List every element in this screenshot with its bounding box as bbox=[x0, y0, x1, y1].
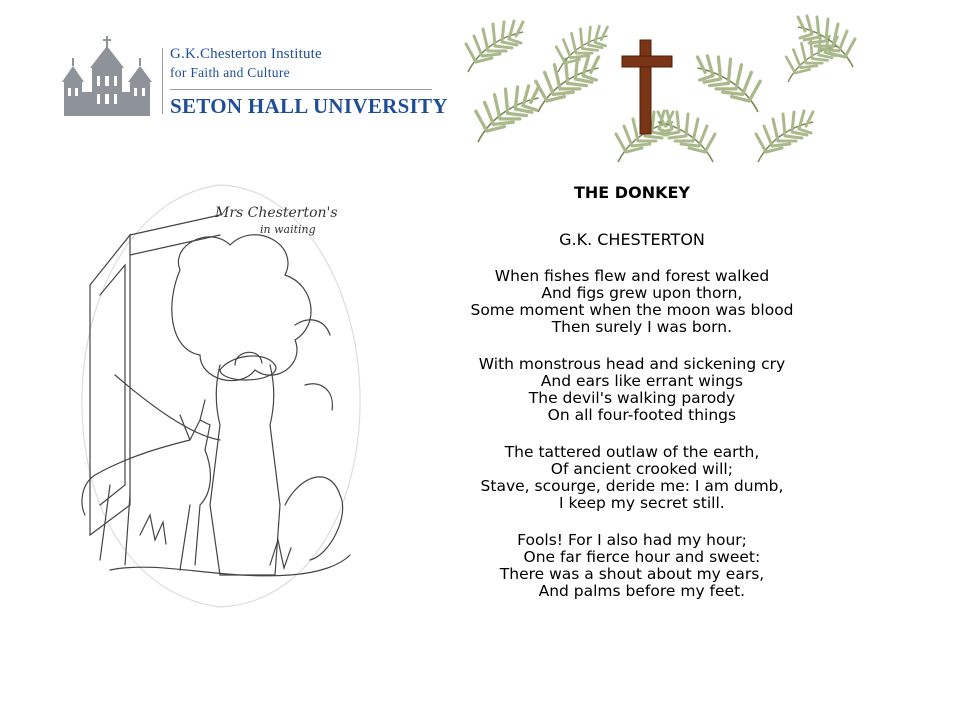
poem-line: And palms before my feet. bbox=[518, 582, 746, 600]
cross-palms-icon bbox=[458, 12, 858, 172]
sketch-caption: Mrs Chesterton's bbox=[215, 205, 338, 221]
stanza bbox=[432, 532, 832, 600]
poem-line: When fishes flew and forest walked bbox=[494, 267, 770, 285]
stanza bbox=[432, 356, 832, 424]
poem-line: Then surely I was born. bbox=[531, 318, 732, 336]
poem bbox=[432, 180, 832, 600]
poem-line: With monstrous head and sickening cry bbox=[478, 355, 786, 373]
institute-subtitle: for Faith and Culture bbox=[170, 65, 290, 80]
poem-line: Stave, scourge, deride me: I am dumb, bbox=[480, 477, 784, 495]
cross bbox=[622, 40, 672, 134]
donkey-sketch bbox=[70, 175, 370, 615]
poem-line: Fools! For I also had my hour; bbox=[517, 531, 747, 549]
poem-line: The devil's walking parody bbox=[528, 389, 736, 407]
poem-line: The tattered outlaw of the earth, bbox=[504, 443, 760, 461]
institute-logo bbox=[60, 34, 448, 124]
church-icon bbox=[60, 36, 156, 118]
poem-line: And ears like errant wings bbox=[521, 372, 743, 390]
stanza bbox=[432, 444, 832, 512]
poem-line: I keep my secret still. bbox=[539, 494, 725, 512]
poem-line: One far fierce hour and sweet: bbox=[503, 548, 761, 566]
poem-line: On all four-footed things bbox=[527, 406, 737, 424]
poem-line: Some moment when the moon was blood bbox=[470, 301, 794, 319]
logo-divider bbox=[162, 48, 163, 114]
poem-line: There was a shout about my ears, bbox=[499, 565, 765, 583]
institute-name: G.K.Chesterton Institute bbox=[170, 46, 322, 62]
university-name: SETON HALL UNIVERSITY bbox=[170, 94, 448, 118]
poem-line: And figs grew upon thorn, bbox=[521, 284, 743, 302]
poem-author: G.K. CHESTERTON bbox=[559, 230, 705, 249]
stanza bbox=[432, 268, 832, 336]
logo-rule bbox=[170, 89, 432, 90]
poem-title: THE DONKEY bbox=[574, 183, 690, 202]
poem-line: Of ancient crooked will; bbox=[531, 460, 733, 478]
svg-text:in waiting: in waiting bbox=[260, 223, 316, 236]
